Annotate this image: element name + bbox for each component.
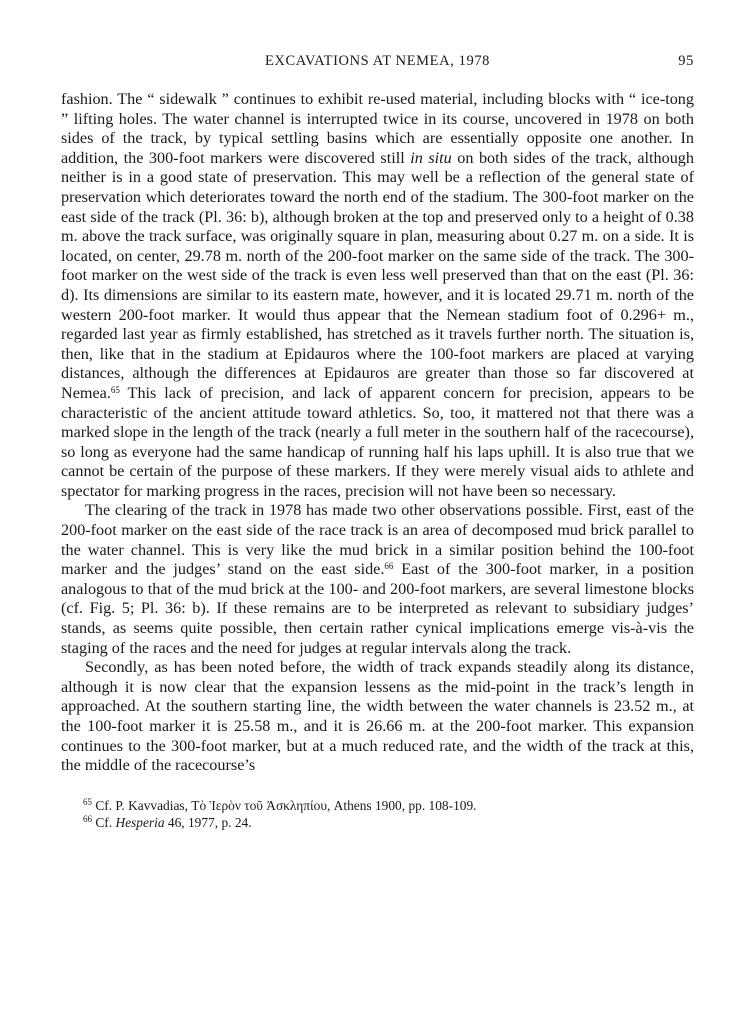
- footnote-66: [83, 814, 694, 831]
- footnote-65-text: Cf. P. Kavvadias, Τὸ Ἱερὸν τοῦ Ἀσκληπίου, Athens 1900, pp. 108-109.: [92, 797, 477, 813]
- footnote-ref-66: 66: [384, 561, 394, 572]
- footnote-number-66: 66: [83, 813, 92, 824]
- running-head: [61, 50, 694, 76]
- paragraph-1-text-c: This lack of precision, and lack of apparent concern for precision, appears to be characteristic of the ancient attitude toward athletics. So, too, it mattered not that there was a marked slope in the length of the track (nearly a full meter in the southern half of the racecourse), so long as everyone had the same handicap of running half his laps uphill. It is also true that we cannot be certain of the purpose of these markers. If they were merely visual aids to athlete and spectator for marking progress in the races, precision will not have been so necessary.: [61, 383, 694, 500]
- paragraph-2-text-b: East of the 300-foot marker, in a position analogous to that of the mud brick at the 100- and 200-foot markers, are several limestone blocks (cf. Fig. 5; Pl. 36: b). If these remains are to be interpreted as relevant to subsidiary judges’ stands, as seems quite possible, then certain rather cynical implications emerge vis-à-vis the staging of the races and the need for judges at regular intervals along the track.: [61, 560, 694, 657]
- page: [61, 50, 694, 831]
- paragraph-1-italic: in situ: [410, 148, 452, 167]
- paragraph-2-text-a: The clearing of the track in 1978 has made two other observations possible. First, east of the 200-foot marker on the east side of the race track is an area of decomposed mud brick parallel to the water channel. This is very like the mud brick in a similar position behind the 100-foot marker and the judges’ stand on the east side.: [61, 501, 694, 579]
- footnote-65: [83, 797, 694, 814]
- page-number: 95: [678, 53, 694, 69]
- footnote-66-italic: Hesperia: [115, 814, 165, 830]
- body-text: [61, 90, 694, 776]
- footnote-number-65: 65: [83, 796, 92, 807]
- paragraph-1: [61, 90, 694, 501]
- footnotes: [61, 797, 694, 831]
- paragraph-1-text-b: on both sides of the track, although neither is in a good state of preservation. This may well be a reflection of the general state of preservation which deteriorates toward the north end of the stadium. The 300-foot marker on the east side of the track (Pl. 36: b), although broken at the top and preserved only to a height of 0.38 m. above the track surface, was originally square in plan, measuring about 0.27 m. on a side. It is located, on center, 29.78 m. north of the 200-foot marker on the same side of the track. The 300-foot marker on the west side of the track is even less well preserved than that on the east (Pl. 36: d). Its dimensions are similar to its eastern mate, however, and it is located 29.71 m. north of the western 200-foot marker. It would thus appear that the Nemean stadium foot of 0.296+ m., regarded last year as firmly established, has stretched as it travels further north. The situation is, then, like that in the stadium at Epidauros where the 100-foot markers are placed at varying distances, although the differences at Epidauros are greater than those so far discovered at Nemea.: [61, 148, 694, 402]
- footnote-66-text-a: Cf.: [92, 814, 116, 830]
- paragraph-1-text-a: fashion. The “ sidewalk ” continues to exhibit re-used material, including blocks with “ ice-tong ” lifting holes. The water channel is interrupted twice in its course, uncovered in 1978 on both sides of the track, by typical settling basins which are essentially opposite one another. In addition, the 300-foot markers were discovered still: [61, 90, 694, 167]
- paragraph-2: [61, 501, 694, 658]
- paragraph-3: [61, 658, 694, 776]
- running-title: EXCAVATIONS AT NEMEA, 1978: [264, 53, 491, 69]
- footnote-ref-65: 65: [110, 384, 120, 395]
- footnote-66-text-b: 46, 1977, p. 24.: [164, 814, 252, 830]
- paragraph-3-text: Secondly, as has been noted before, the width of track expands steadily along its distance, although it is now clear that the expansion lessens as the mid-point in the track’s length in approached. At the southern starting line, the width between the water channels is 23.52 m., at the 100-foot marker it is 25.58 m., and it is 26.66 m. at the 200-foot marker. This expansion continues to the 300-foot marker, but at a much reduced rate, and the width of the track at this, the middle of the racecourse’s: [61, 658, 694, 775]
